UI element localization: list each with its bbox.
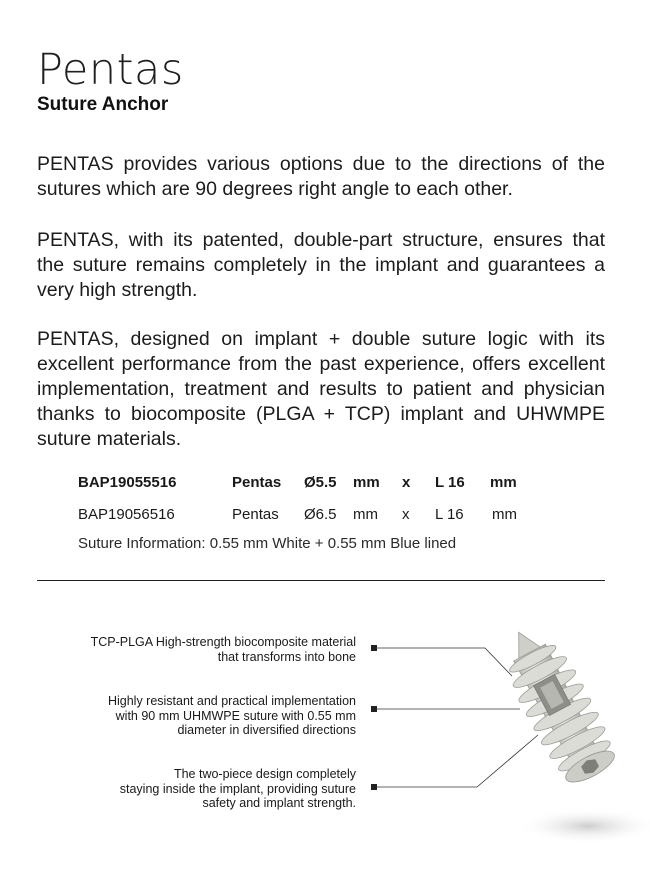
page-title: Pentas bbox=[37, 45, 184, 95]
paragraph-structure: PENTAS, with its patented, double-part structure, ensures that the suture remains completely in the implant and guarantees a very high strength. bbox=[37, 229, 605, 301]
suture-information: Suture Information: 0.55 mm White + 0.55 mm Blue lined bbox=[78, 535, 457, 552]
callout-line: that transforms into bone bbox=[217, 649, 356, 664]
implant-diagram bbox=[0, 600, 650, 880]
diameter-unit: mm bbox=[353, 474, 380, 491]
callout-line: diameter in diversified directions bbox=[177, 723, 356, 737]
product-name: Pentas bbox=[232, 506, 279, 523]
leader-line-design bbox=[374, 735, 538, 787]
leader-markers bbox=[371, 645, 377, 790]
section-divider bbox=[37, 580, 605, 581]
product-code: BAP19055516 bbox=[78, 474, 177, 491]
leader-line-material bbox=[374, 648, 512, 676]
paragraph-directions: PENTAS provides various options due to the directions of the sutures which are 90 degrees right angle to each other. bbox=[37, 153, 605, 200]
leader-marker bbox=[371, 706, 377, 712]
length-unit: mm bbox=[492, 506, 517, 523]
product-diameter: Ø5.5 bbox=[304, 474, 337, 491]
implant-shadow bbox=[516, 808, 650, 844]
implant-icon bbox=[490, 617, 623, 790]
page-subtitle: Suture Anchor bbox=[37, 94, 169, 115]
callout-line: The two-piece design completely bbox=[173, 767, 356, 781]
paragraph-materials: PENTAS, designed on implant + double suture logic with its excellent performance from the past experience, offers excellent implementation, treatment and results to patient and physician thanks to biocomposite (PLGA + TCP) implant and UHWMPE suture materials. bbox=[37, 328, 605, 450]
times-sign: x bbox=[402, 474, 411, 491]
leader-marker bbox=[371, 645, 377, 651]
callout-line: TCP-PLGA High-strength biocomposite material bbox=[90, 635, 356, 649]
callout-line: with 90 mm UHMWPE suture with 0.55 mm bbox=[115, 708, 356, 723]
length-unit: mm bbox=[490, 474, 517, 491]
callout-line: safety and implant strength. bbox=[202, 796, 356, 810]
callout-line: Highly resistant and practical implementation bbox=[107, 694, 356, 708]
leader-marker bbox=[371, 784, 377, 790]
product-code: BAP19056516 bbox=[78, 506, 175, 523]
product-name: Pentas bbox=[232, 474, 282, 491]
product-diameter: Ø6.5 bbox=[304, 506, 337, 523]
product-length: L 16 bbox=[435, 474, 465, 491]
diameter-unit: mm bbox=[353, 506, 378, 523]
callout-line: staying inside the implant, providing suture bbox=[119, 781, 356, 796]
times-sign: x bbox=[402, 506, 410, 523]
product-length: L 16 bbox=[435, 506, 464, 523]
